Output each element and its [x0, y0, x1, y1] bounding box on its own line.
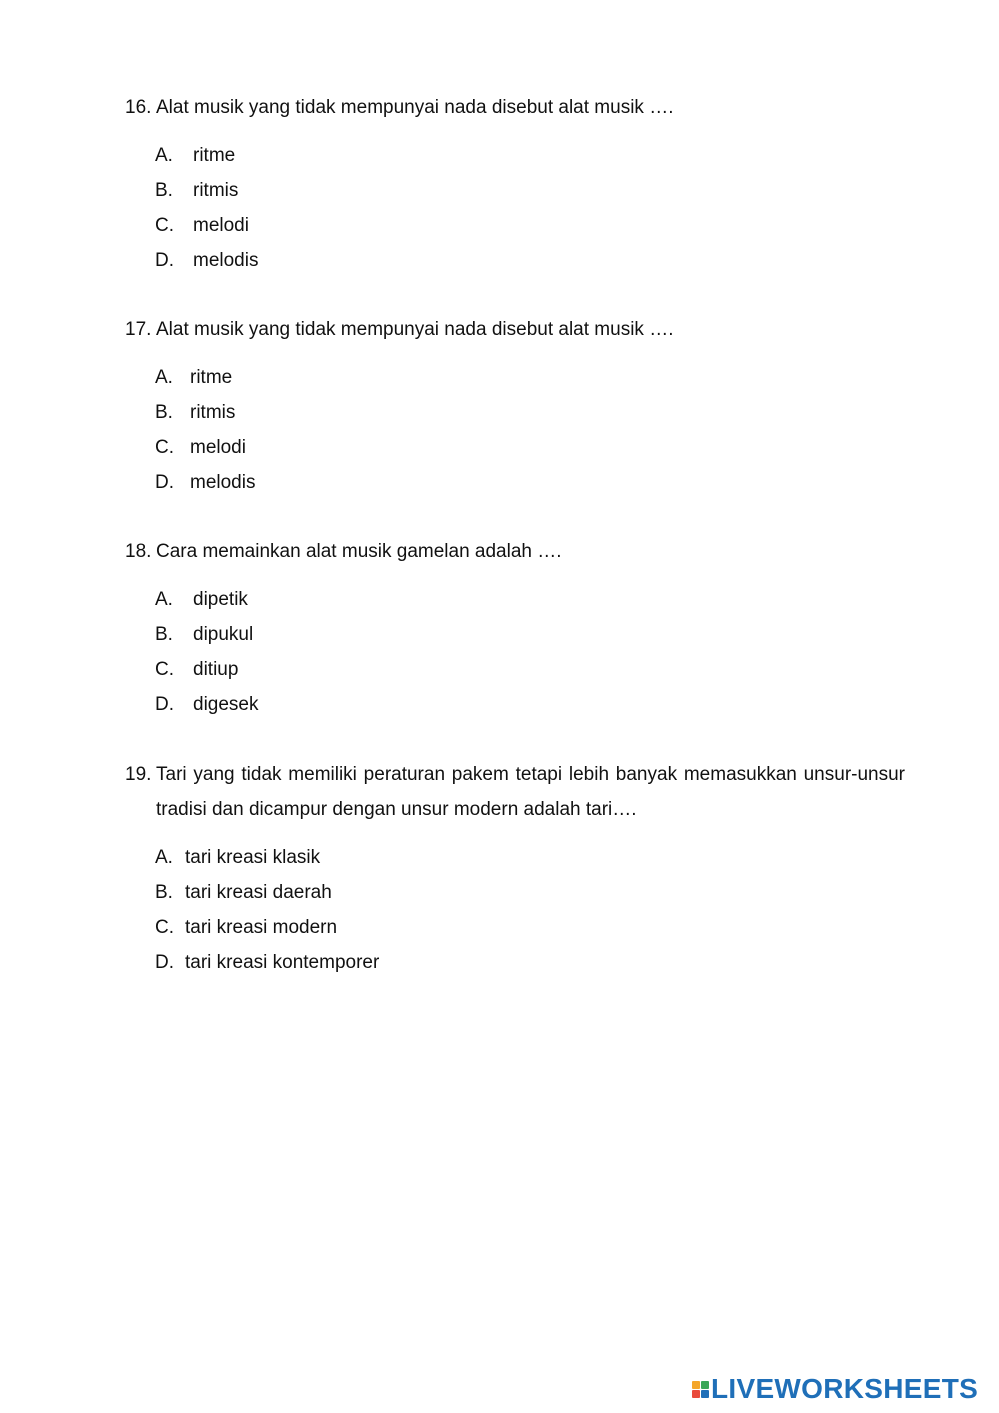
option-b[interactable]	[125, 395, 905, 430]
option-letter: D.	[155, 952, 174, 973]
question-19	[125, 757, 905, 980]
option-text: melodi	[193, 215, 249, 236]
option-c[interactable]	[125, 910, 905, 945]
option-c[interactable]	[125, 208, 905, 243]
question-text: Tari yang tidak memiliki peraturan pakem tetapi lebih banyak memasukkan unsur-unsur tradisi dan dicampur dengan unsur modern adalah tari….	[156, 764, 905, 820]
option-text: tari kreasi daerah	[185, 882, 332, 903]
answer-options	[125, 360, 905, 500]
option-letter: B.	[155, 180, 173, 201]
option-text: melodis	[190, 472, 256, 493]
answer-options	[125, 840, 905, 980]
question-number: 19.	[125, 764, 152, 785]
option-a[interactable]	[125, 582, 905, 617]
option-d[interactable]	[125, 945, 905, 980]
option-text: melodis	[193, 250, 259, 271]
question-text: Alat musik yang tidak mempunyai nada disebut alat musik ….	[156, 319, 674, 340]
option-text: melodi	[190, 437, 246, 458]
option-text: ritmis	[193, 180, 239, 201]
option-letter: B.	[155, 402, 173, 423]
question-16	[125, 90, 905, 278]
option-a[interactable]	[125, 840, 905, 875]
question-17	[125, 312, 905, 500]
option-letter: B.	[155, 882, 173, 903]
option-d[interactable]	[125, 243, 905, 278]
option-b[interactable]	[125, 875, 905, 910]
question-header	[125, 534, 905, 569]
option-b[interactable]	[125, 617, 905, 652]
option-letter: C.	[155, 659, 174, 680]
option-letter: A.	[155, 847, 173, 868]
option-letter: A.	[155, 367, 173, 388]
question-text: Alat musik yang tidak mempunyai nada disebut alat musik ….	[156, 97, 674, 118]
question-number: 17.	[125, 319, 152, 340]
option-text: tari kreasi modern	[185, 917, 338, 938]
question-number: 16.	[125, 97, 152, 118]
option-b[interactable]	[125, 173, 905, 208]
option-letter: C.	[155, 215, 174, 236]
logo-text: LIVEWORKSHEETS	[711, 1373, 979, 1404]
option-letter: A.	[155, 589, 173, 610]
option-text: dipetik	[193, 589, 248, 610]
option-text: tari kreasi kontemporer	[185, 952, 380, 973]
answer-options	[125, 138, 905, 278]
option-a[interactable]	[125, 360, 905, 395]
option-text: ritme	[190, 367, 233, 388]
option-text: ritmis	[190, 402, 236, 423]
liveworksheets-logo	[692, 1374, 978, 1404]
option-letter: D.	[155, 472, 174, 493]
option-text: ditiup	[193, 659, 239, 680]
option-letter: C.	[155, 437, 174, 458]
option-text: tari kreasi klasik	[185, 847, 321, 868]
question-header	[125, 757, 905, 827]
option-letter: A.	[155, 145, 173, 166]
option-text: digesek	[193, 694, 259, 715]
option-letter: C.	[155, 917, 174, 938]
question-header	[125, 90, 905, 125]
option-letter: D.	[155, 694, 174, 715]
option-text: ritme	[193, 145, 236, 166]
option-letter: B.	[155, 624, 173, 645]
option-a[interactable]	[125, 138, 905, 173]
option-d[interactable]	[125, 687, 905, 722]
option-c[interactable]	[125, 652, 905, 687]
question-18	[125, 534, 905, 722]
answer-options	[125, 582, 905, 722]
question-text: Cara memainkan alat musik gamelan adalah ….	[156, 541, 562, 562]
question-header	[125, 312, 905, 347]
option-letter: D.	[155, 250, 174, 271]
option-c[interactable]	[125, 430, 905, 465]
option-text: dipukul	[193, 624, 254, 645]
liveworksheets-logo-icon	[692, 1381, 709, 1398]
option-d[interactable]	[125, 465, 905, 500]
question-number: 18.	[125, 541, 152, 562]
